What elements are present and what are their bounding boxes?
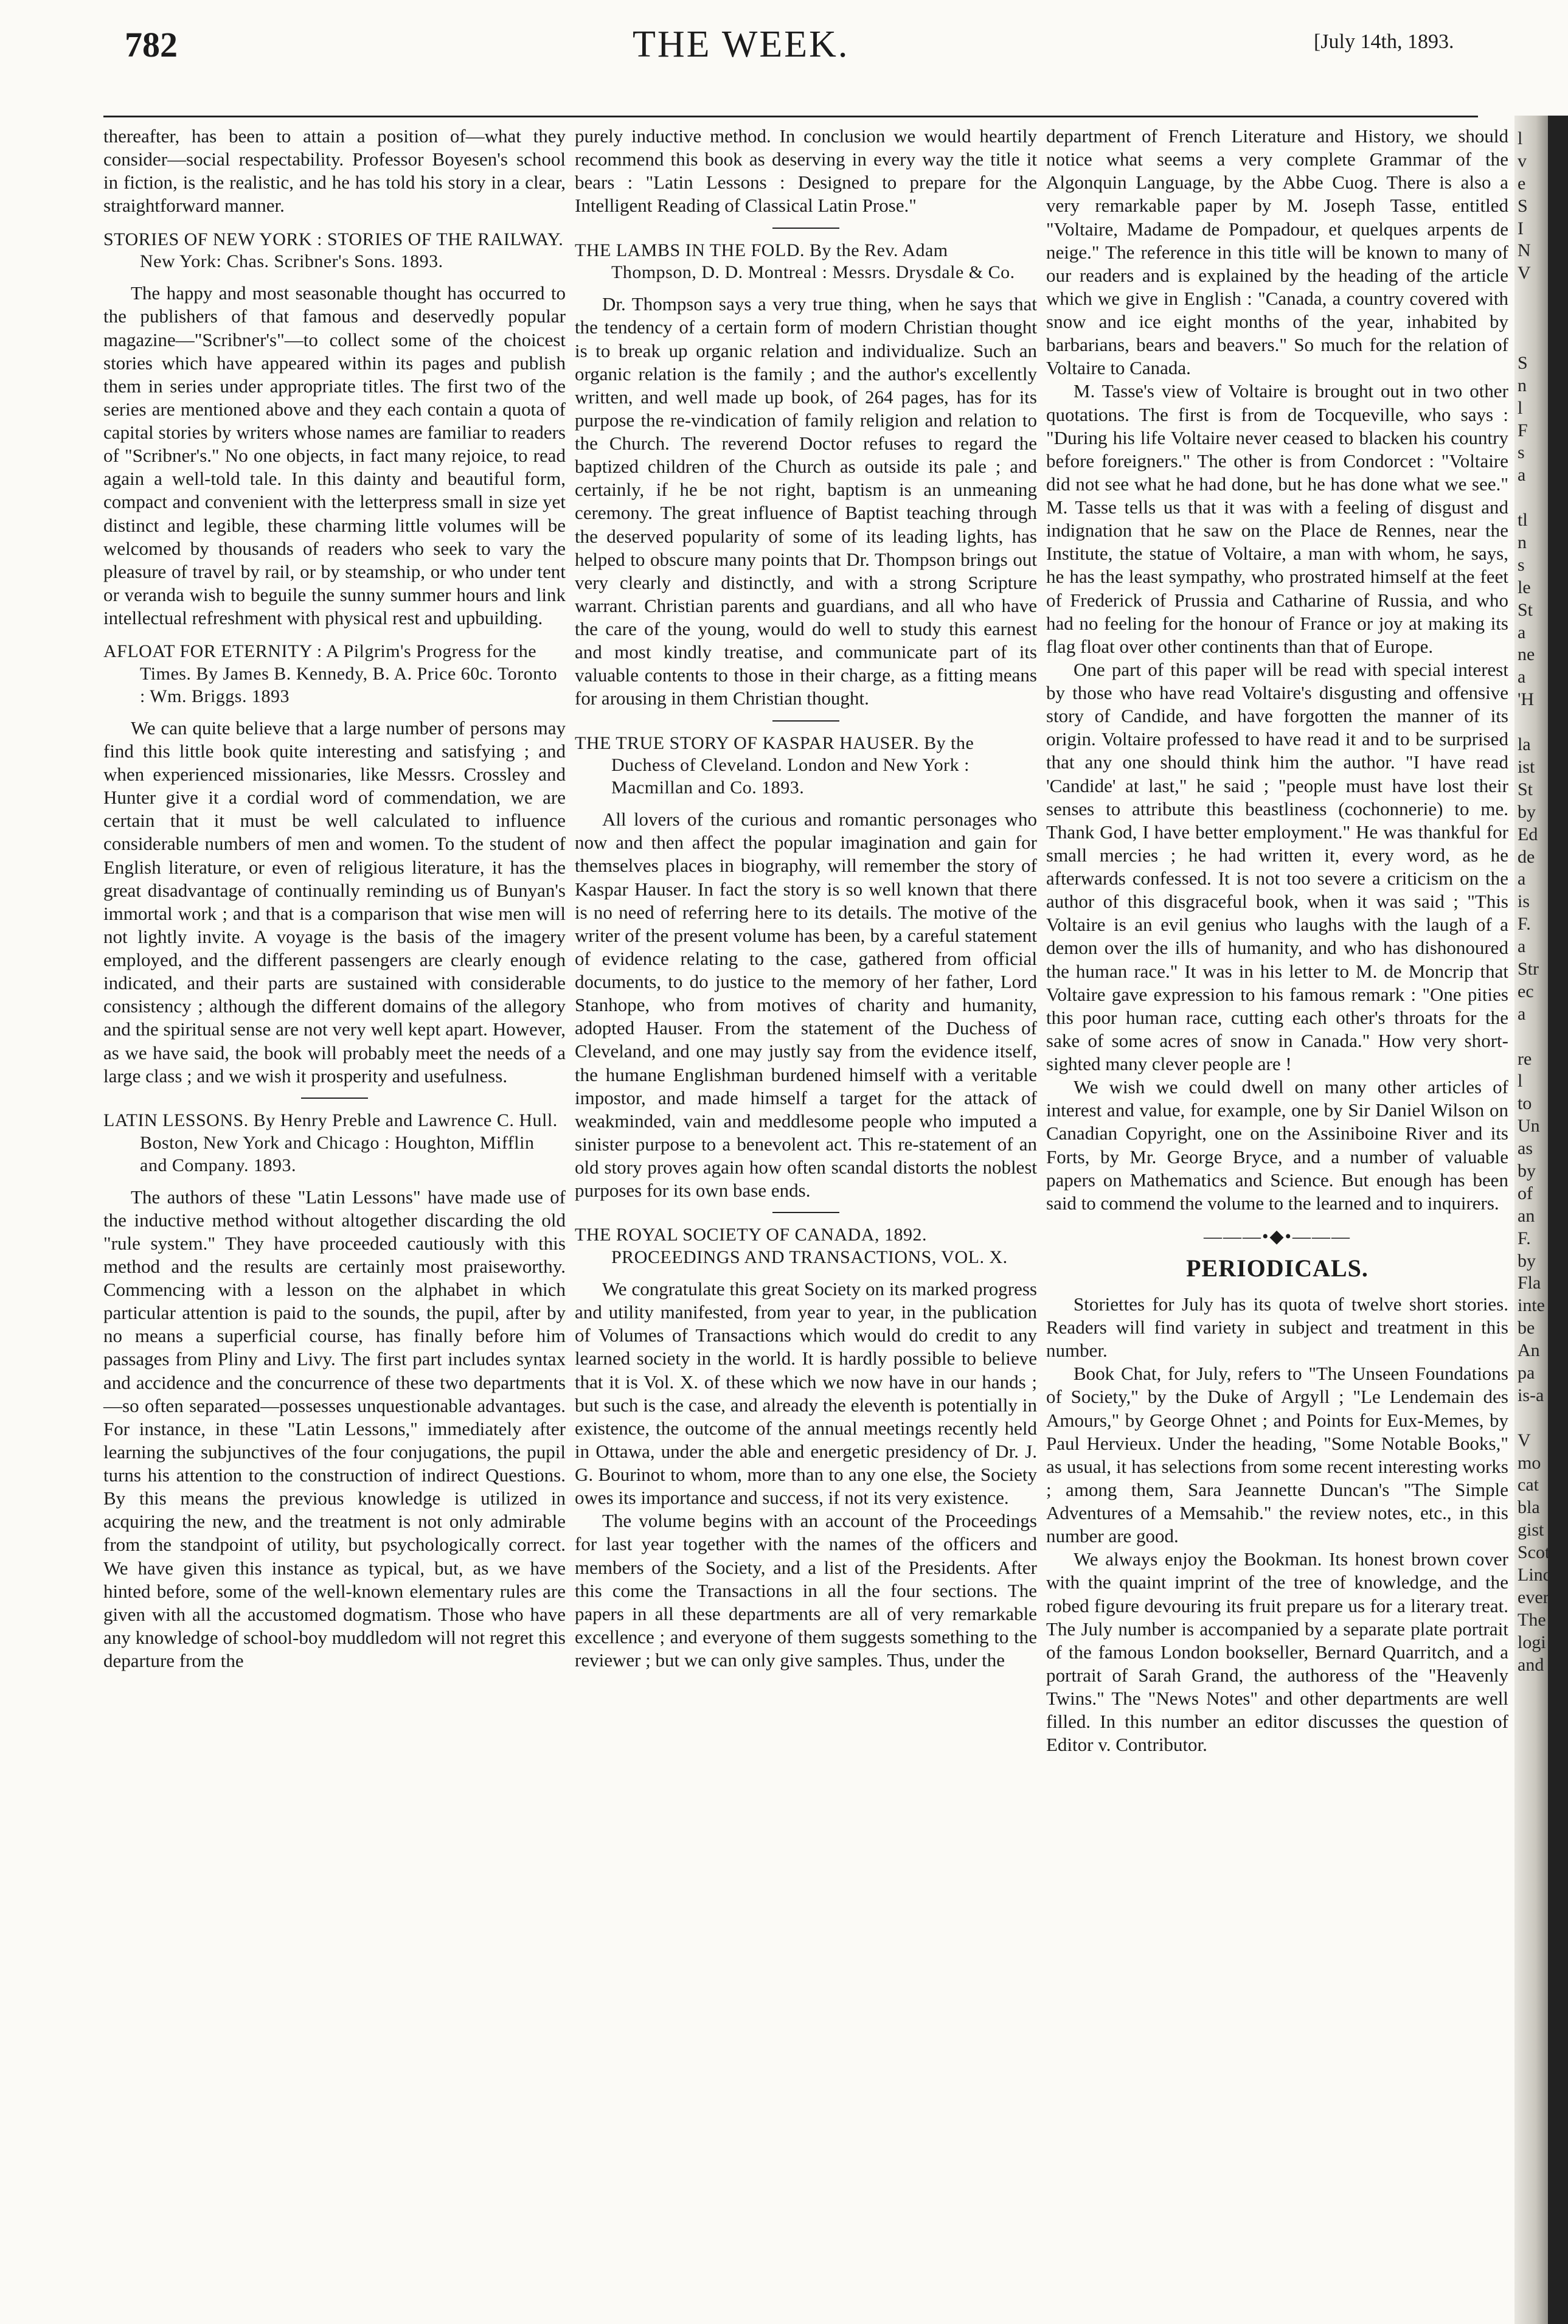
dateline: [July 14th, 1893.: [1314, 30, 1454, 53]
column-3: [1046, 125, 1508, 1756]
margin-fragment: tl: [1518, 510, 1528, 531]
margin-fragment: a: [1518, 1003, 1526, 1024]
paragraph: We wish we could dwell on many other articles of interest and value, for example, one by Sir Daniel Wilson on Canadian Copyright, one on the Assiniboine River and its Forts, by Mr. George Bryce, and a number of valuable papers on Mathematics and Science. But enough has been said to commend the volume to the learned and to inquirers.: [1046, 1076, 1508, 1214]
paragraph: We congratulate this great Society on its marked progress and utility manifested, from year to year, in the publication of Volumes of Transactions which would do credit to any learned society in the world. It is hardly possible to believe that it is Vol. X. of these which we now have in our hands ; but such is the case, and already the eleventh is potentially in existence, the outcome of the annual meetings recently held in Ottawa, under the able and energetic presidency of Dr. J. G. Bourinot to whom, more than to any one else, the Society owes its importance and success, if not its very existence.: [575, 1278, 1037, 1509]
margin-fragment: [1518, 307, 1551, 330]
review-heading: THE ROYAL SOCIETY OF CANADA, 1892. PROCEEDINGS AND TRANSACTIONS, VOL. X.: [575, 1225, 1008, 1268]
margin-fragment: cat: [1518, 1475, 1539, 1495]
margin-fragment: s: [1518, 554, 1525, 575]
margin-fragment: Un: [1518, 1116, 1540, 1136]
margin-fragment: by: [1518, 1250, 1536, 1271]
margin-fragment: a: [1518, 465, 1526, 485]
margin-fragment: [1518, 711, 1551, 734]
divider: [301, 1098, 368, 1099]
margin-fragment: inte: [1518, 1295, 1545, 1316]
margin-fragment: an: [1518, 1205, 1535, 1226]
margin-fragment: a: [1518, 667, 1526, 687]
section-title-periodicals: PERIODICALS.: [1186, 1254, 1369, 1282]
margin-fragment: S: [1518, 195, 1528, 216]
margin-fragment: be: [1518, 1318, 1535, 1338]
margin-fragment: Ed: [1518, 824, 1538, 844]
margin-fragment: St: [1518, 779, 1533, 799]
margin-fragment: N: [1518, 240, 1531, 261]
margin-fragment: l: [1518, 397, 1523, 418]
margin-fragment: by: [1518, 801, 1536, 822]
margin-fragment: by: [1518, 1160, 1536, 1181]
margin-fragment: V: [1518, 263, 1531, 284]
paragraph: The authors of these "Latin Lessons" have made use of the inductive method without altogether discarding the old "rule system." They have proceeded cautiously with this method and the results are certainly most praiseworthy. Commencing with a lesson on the alphabet in which particular attention is paid to the sounds, the pupil, after by no means a superficial course, has finally before him passages from Pliny and Livy. The first part includes syntax and accidence and the concurrence of these two departments—so often separated—possesses unquestionable advantages. For instance, in these "Latin Lessons," immediately after learning the subjunctives of the four conjugations, the pupil turns his attention to the construction of indirect Questions. By this means the previous knowledge is utilized in acquiring the new, and the treatment is not only admirable from the standpoint of utility, but psychologically correct. We have given this instance as typical, but, as we have hinted before, some of the well-known elementary rules are given with all the accustomed dogmatism. Those who have any knowledge of school-boy muddledom will not regret this departure from the: [103, 1186, 566, 1671]
paragraph: M. Tasse's view of Voltaire is brought out in two other quotations. The first is from de Tocqueville, who says : "During his life Voltaire never ceased to blacken his country before foreigners." The other is from Condorcet : "Voltaire did not see what he had done, but he has done what we see." M. Tasse tells us that it was with a feeling of disgust and indignation that he saw on the Place de Rennes, near the Institute, the statue of Voltaire, a man with whom, he says, he has the least sympathy, who prostrated himself at the feet of Frederick of Prussia and Catharine of Russia, and who had no feeling for the honour of France or joy at making its flag float over other continents than that of Europe.: [1046, 380, 1508, 657]
facing-page-fragments: [1518, 128, 1551, 1676]
paragraph: Storiettes for July has its quota of twelve short stories. Readers will find variety in subject and treatment in this number.: [1046, 1293, 1508, 1362]
margin-fragment: [1518, 487, 1551, 509]
review-heading: THE LAMBS IN THE FOLD. By the Rev. Adam Thompson, D. D. Montreal : Messrs. Drysdale & Co.: [575, 240, 1015, 283]
divider: [772, 1212, 839, 1213]
margin-fragment: ever: [1518, 1587, 1549, 1607]
paragraph: purely inductive method. In conclusion we would heartily recommend this book as deserving in every way the title it bears : "Latin Lessons : Designed to prepare for the Intelligent Reading of Classical Latin Prose.": [575, 125, 1037, 217]
margin-fragment: 'H: [1518, 689, 1535, 710]
margin-fragment: [1518, 1407, 1551, 1430]
paragraph: thereafter, has been to attain a position of—what they consider—social respectability. Professor Boyesen's school in fiction, is the realistic, and he has told his story in a clear, straightforward manner.: [103, 125, 566, 217]
margin-fragment: is: [1518, 891, 1530, 912]
paragraph: We can quite believe that a large number of persons may find this little book quite interesting and satisfying ; and when experienced missionaries, like Messrs. Crossley and Hunter give it a cordial word of commendation, we are certain that it must be well calculated to influence considerable numbers of men and women. To the student of English literature, or even of religious literature, it has the great disadvantage of continually reminding us of Bunyan's immortal work ; and that is a comparison that wise men will not lightly invite. A voyage is the basis of the imagery employed, and the different passengers are clearly enough indicated, and their parts are sustained with considerable consistency ; although the different domains of the allegory and the spiritual sense are not very well kept apart. However, as we have said, the book will probably meet the needs of a large class ; and we wish it prosperity and usefulness.: [103, 717, 566, 1087]
margin-fragment: a: [1518, 622, 1526, 642]
column-1: [103, 125, 566, 1672]
paragraph: Book Chat, for July, refers to "The Unseen Foundations of Society," by the Duke of Argyll ; "Le Lendemain des Amours," by George Ohnet ; and Points for Eux-Memes, by Paul Hervieux. Under the heading, "Some Notable Books," as usual, it has selections from some recent interesting works ; among them, Sara Jeannette Duncan's "The Simple Adventures of a Memsahib." the review notes, etc., in this number are good.: [1046, 1363, 1508, 1547]
margin-fragment: n: [1518, 532, 1527, 553]
paragraph: Dr. Thompson says a very true thing, when he says that the tendency of a certain form of modern Christian thought is to break up organic relation and individualize. Such an organic relation is the family ; and the author's excellently written, and well made up book, of 264 pages, has for its purpose the re-vindication of family religion and relation to the Church. The reverend Doctor refuses to regard the baptized children of the Church as outside its pale ; and certainly, if he be not right, baptism is an unmeaning ceremony. The great influence of Baptist teaching through the deserved popularity of some of its leading lights, has helped to obscure many points that Dr. Thompson brings out very clearly and distinctly, and with a strong Scripture warrant. Christian parents and guardians, and all who have the care of the young, would do well to study this earnest and most kindly treatise, and communicate part of its valuable contents to those in their charge, as a fitting means for arousing in them Christian thought.: [575, 293, 1037, 709]
review-heading: AFLOAT FOR ETERNITY : A Pilgrim's Progress for the Times. By James B. Kennedy, B. A. Price 60c. Toronto : Wm. Briggs. 1893: [103, 641, 558, 706]
column-2: [575, 125, 1037, 1672]
margin-fragment: logi: [1518, 1632, 1546, 1652]
margin-fragment: gist: [1518, 1520, 1544, 1540]
margin-fragment: e: [1518, 173, 1526, 193]
margin-fragment: F.: [1518, 1228, 1531, 1248]
margin-fragment: S: [1518, 352, 1528, 373]
margin-fragment: V: [1518, 1430, 1531, 1450]
margin-fragment: ist: [1518, 756, 1535, 777]
margin-fragment: F: [1518, 420, 1528, 440]
margin-fragment: la: [1518, 734, 1531, 755]
margin-fragment: The: [1518, 1609, 1546, 1630]
margin-fragment: ne: [1518, 644, 1535, 665]
margin-fragment: n: [1518, 375, 1527, 395]
margin-fragment: re: [1518, 1048, 1532, 1069]
margin-fragment: v: [1518, 150, 1527, 171]
margin-fragment: [1518, 1026, 1551, 1048]
margin-fragment: Str: [1518, 958, 1539, 979]
paragraph: All lovers of the curious and romantic personages who now and then affect the popular imagination and gain for themselves places in biography, will remember the story of Kaspar Hauser. In fact the story is so well known that there is no need of referring here to its details. The motive of the writer of the present volume has been, by a careful statement of evidence relating to the case, gathered from official documents, to do justice to the memory of her father, Lord Stanhope, who from motives of charity and humanity, adopted Hauser. From the statement of the Duchess of Cleveland, and one may justly say from the evidence itself, the humane Englishman burdened himself with a veritable impostor, and made himself a target for the attack of weakminded, vain and meddlesome people who imputed a sinister purpose to a benevolent act. This re-statement of an old story proves again how often scandal distorts the noblest purposes for its own base ends.: [575, 809, 1037, 1202]
margin-fragment: pa: [1518, 1362, 1535, 1383]
margin-fragment: as: [1518, 1138, 1533, 1159]
margin-fragment: a: [1518, 869, 1526, 889]
margin-fragment: Linc: [1518, 1565, 1551, 1585]
margin-fragment: mo: [1518, 1452, 1541, 1473]
margin-fragment: [1518, 285, 1551, 307]
margin-fragment: ec: [1518, 981, 1534, 1001]
margin-fragment: le: [1518, 577, 1531, 597]
margin-fragment: of: [1518, 1183, 1533, 1203]
review-heading: LATIN LESSONS. By Henry Preble and Lawrence C. Hull. Boston, New York and Chicago : Houghton, Mifflin and Company. 1893.: [103, 1110, 558, 1175]
margin-fragment: Fla: [1518, 1273, 1541, 1293]
paragraph: One part of this paper will be read with special interest by those who have read Voltaire's disgusting and offensive story of Candide, and have forgotten the manner of its origin. Voltaire professed to have read it and to be surprised that any one should think him the author. "I have read 'Candide' at last," he said ; "people must have lost their senses to attribute this beastliness (cochonnerie) to me. Thank God, I have better employment." He was thankful for small mercies ; he had written it, every word, as he afterwards confessed. It is not too severe a criticism on the author of this disgraceful book, when it was said ; "This Voltaire is an evil genius who laughs with the laugh of a demon over the ills of humanity, and who has dishonoured the human race." It was in his letter to M. de Moncrip that Voltaire gave expression to his famous remark : "One pities this poor human race, cutting each other's throats for the sake of some acres of snow in Canada." How very short-sighted many clever people are !: [1046, 658, 1508, 1074]
margin-fragment: to: [1518, 1093, 1532, 1114]
review-heading: STORIES OF NEW YORK : STORIES OF THE RAILWAY. New York: Chas. Scribner's Sons. 1893.: [103, 229, 564, 272]
margin-fragment: and: [1518, 1654, 1544, 1675]
paragraph: We always enjoy the Bookman. Its honest brown cover with the quaint imprint of the tree of knowledge, and the robed figure devouring its fruit prepare us for a literary treat. The July number is accompanied by a separate plate portrait of the famous London bookseller, Bernard Quarritch, and a portrait of Sarah Grand, the authoress of the "Heavenly Twins." The "News Notes" and other departments are well filled. In this number an editor discusses the question of Editor v. Contributor.: [1046, 1548, 1508, 1756]
margin-fragment: Scot: [1518, 1542, 1550, 1563]
margin-fragment: l: [1518, 128, 1523, 148]
ornament-divider: ———•◆•———: [1203, 1226, 1351, 1247]
paragraph: The happy and most seasonable thought has occurred to the publishers of that famous and deservedly popular magazine—"Scribner's"—to collect some of the choicest stories which have appeared within its pages and publish them in series under appropriate titles. The first two of the series are mentioned above and they each contain a quota of capital stories by writers whose names are familiar to readers of "Scribner's." No one objects, in fact many rejoice, to read again a well-told tale. In this dainty and beautiful form, compact and convenient with the letterpress small in size yet distinct and legible, these charming little volumes will be welcomed by thousands of readers who seek to vary the pleasure of travel by rail, or by steamship, or who under tent or veranda wish to beguile the sunny summer hours and link intellectual refreshment with physical rest and upbuilding.: [103, 282, 566, 629]
margin-fragment: l: [1518, 1071, 1523, 1091]
margin-fragment: bla: [1518, 1497, 1540, 1518]
divider: [772, 228, 839, 229]
margin-fragment: is-a: [1518, 1385, 1544, 1405]
margin-fragment: An: [1518, 1340, 1540, 1361]
paragraph: department of French Literature and History, we should notice what seems a very complete Grammar of the Algonquin Language, by the Abbe Cuog. There is also a very remarkable paper by M. Joseph Tasse, entitled "Voltaire, Madame de Pompadour, et quelques arpents de neige." The reference in this title will be known to many of our readers and is explained by the heading of the article which we give in English : "Canada, a country covered with snow and ice eight months of the year, inhabited by barbarians, bears and beavers." So much for the relation of Voltaire to Canada.: [1046, 125, 1508, 379]
masthead: THE WEEK.: [633, 24, 850, 65]
margin-fragment: St: [1518, 599, 1533, 620]
page-number: 782: [125, 25, 178, 64]
margin-fragment: F.: [1518, 914, 1531, 934]
margin-fragment: a: [1518, 936, 1526, 957]
margin-fragment: s: [1518, 442, 1525, 463]
margin-fragment: [1518, 330, 1551, 352]
margin-fragment: de: [1518, 846, 1535, 867]
review-heading: THE TRUE STORY OF KASPAR HAUSER. By the Duchess of Cleveland. London and New York : Macmillan and Co. 1893.: [575, 732, 974, 798]
margin-fragment: I: [1518, 218, 1524, 238]
divider: [772, 720, 839, 722]
paragraph: The volume begins with an account of the Proceedings for last year together with the names of the officers and members of the Society, and a list of the Presidents. After this come the Transactions in all the four sections. The papers in all these departments are all of very remarkable excellence ; and everyone of them suggests something to the reviewer ; but we can only give samples. Thus, under the: [575, 1510, 1037, 1671]
header-rule: [103, 116, 1478, 117]
